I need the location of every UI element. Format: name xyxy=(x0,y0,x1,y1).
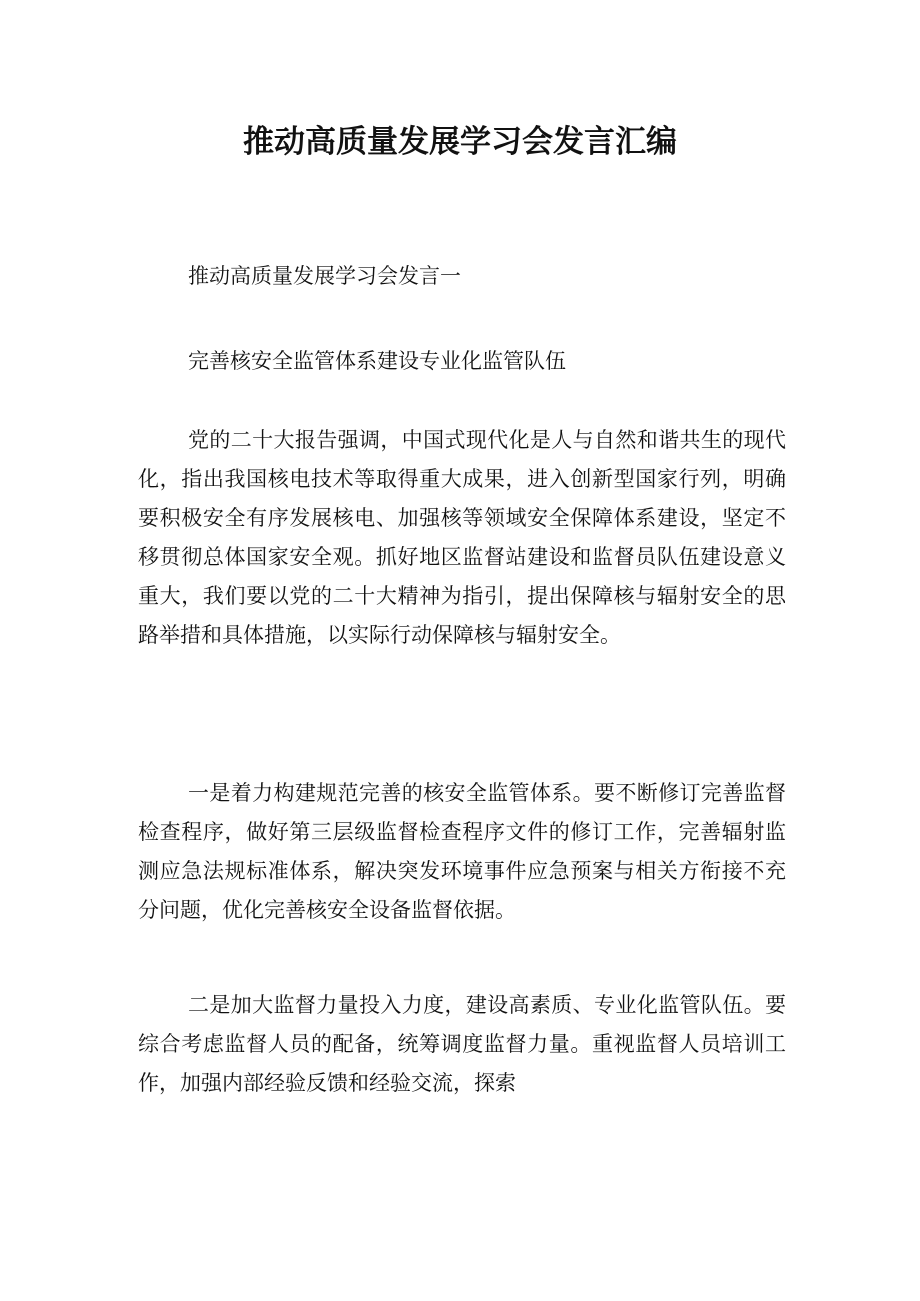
document-title: 推动高质量发展学习会发言汇编 xyxy=(243,124,677,160)
body-paragraph-3: 二是加大监督力量投入力度，建设高素质、专业化监管队伍。要综合考虑监督人员的配备，统筹调度监督力量。重视监督人员培训工作，加强内部经验反馈和经验交流，探索 xyxy=(138,993,786,1095)
section-heading: 推动高质量发展学习会发言一 xyxy=(188,264,461,288)
body-paragraph-2: 一是着力构建规范完善的核安全监管体系。要不断修订完善监督检查程序，做好第三层级监督检查程序文件的修订工作，完善辐射监测应急法规标准体系，解决突发环境事件应急预案与相关方衔接不充分问题，优化完善核安全设备监督依据。 xyxy=(138,781,786,922)
speech-subtitle: 完善核安全监管体系建设专业化监管队伍 xyxy=(188,349,566,373)
body-paragraph-1: 党的二十大报告强调，中国式现代化是人与自然和谐共生的现代化，指出我国核电技术等取得重大成果，进入创新型国家行列，明确要积极安全有序发展核电、加强核等领域安全保障体系建设，坚定不移贯彻总体国家安全观。抓好地区监督站建设和监督员队伍建设意义重大，我们要以党的二十大精神为指引，提出保障核与辐射安全的思路举措和具体措施，以实际行动保障核与辐射安全。 xyxy=(138,428,786,647)
